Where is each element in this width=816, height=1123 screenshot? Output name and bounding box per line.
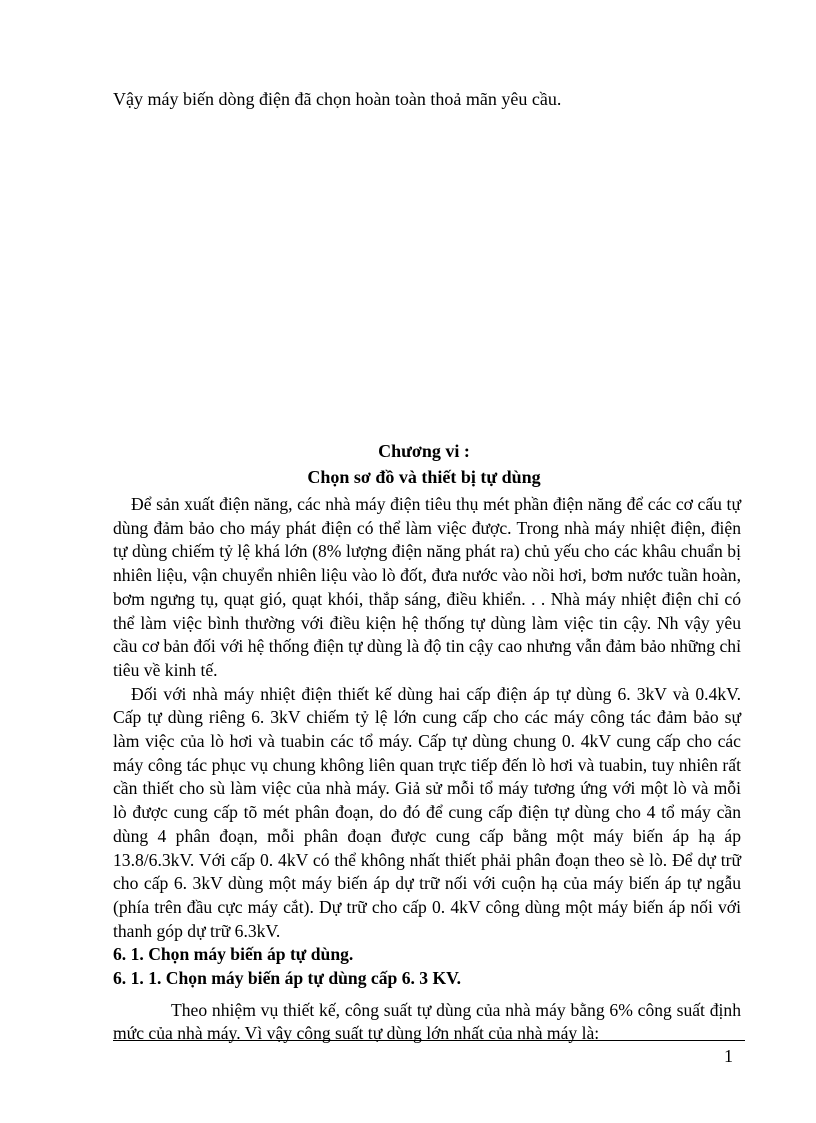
page-number: 1 [724,1046,733,1066]
section-heading: 6. 1. Chọn máy biến áp tự dùng. [113,944,354,965]
chapter-number: Chương vi : [378,441,470,461]
paragraph-1: Để sản xuất điện năng, các nhà máy điện tiêu thụ mét phần điện năng để các cơ cấu tự dùng đảm bảo cho máy phát điện có thể làm việc được. Trong nhà máy nhiệt điện, điện tự dùng chiếm tỷ lệ khá lớn (8% lượng điện năng phát ra) chủ yếu cho các khâu chuẩn bị nhiên liệu, vận chuyển nhiên liệu vào lò đốt, đưa nước vào nồi hơi, bơm nước tuần hoàn, bơm ngưng tụ, quạt gió, quạt khói, thắp sáng, điều khiển. . . Nhà máy nhiệt điện chỉ có thể làm việc bình thường với điều kiện hệ thống tự dùng làm việc tin cậy. Nh vậy yêu cầu cơ bản đối với hệ thống điện tự dùng là độ tin cậy cao nhưng vẫn đảm bảo những chỉ tiêu về kinh tế. [113,494,741,680]
intro-line: Vậy máy biến dòng điện đã chọn hoàn toàn thoả mãn yêu cầu. [113,89,562,109]
paragraph-2: Đối với nhà máy nhiệt điện thiết kế dùng hai cấp điện áp tự dùng 6. 3kV và 0.4kV. Cấp tự dùng riêng 6. 3kV chiếm tỷ lệ lớn cung cấp cho các máy công tác đảm bảo sự làm việc của lò hơi và tuabin các tổ máy. Cấp tự dùng chung 0. 4kV cung cấp cho các máy công tác phục vụ chung không liên quan trực tiếp đến lò hơi và tuabin, tuy nhiên rất cần thiết cho sù làm việc của nhà máy. Giả sử mỗi tổ máy tương ứng với một lò và mỗi lò được cung cấp tõ mét phân đoạn, do đó để cung cấp điện tự dùng cho 4 tổ máy cần dùng 4 phân đoạn, mỗi phân đoạn được cung cấp bằng một máy biến áp hạ áp 13.8/6.3kV. Với cấp 0. 4kV có thể không nhất thiết phải phân đoạn theo sè lò. Để dự trữ cho cấp 6. 3kV dùng một máy biến áp dự trữ nối với cuộn hạ của máy biến áp tự ngẫu (phía trên đầu cực máy cắt). Dự trữ cho cấp 0. 4kV công dùng một máy biến áp nối với thanh góp dự trữ 6.3kV. [113,683,741,941]
footer-divider [113,1040,745,1041]
chapter-title: Chọn sơ đồ và thiết bị tự dùng [307,467,541,487]
chapter-body [113,493,741,1046]
subsection-heading: 6. 1. 1. Chọn máy biến áp tự dùng cấp 6. 3 KV. [113,968,462,989]
subsection-paragraph: Theo nhiệm vụ thiết kế, công suất tự dùng của nhà máy bằng 6% công suất định mức của nhà máy. Vì vậy công suất tự dùng lớn nhất của nhà máy là: [113,999,741,1044]
